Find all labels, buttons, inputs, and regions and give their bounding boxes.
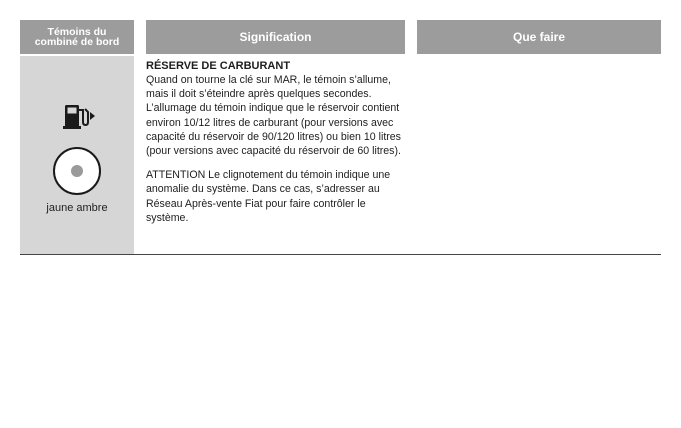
fuel-pump-icon — [62, 103, 96, 129]
indicator-cell — [20, 56, 134, 254]
header-what-to-do: Que faire — [417, 20, 661, 54]
table-row — [20, 56, 661, 254]
attention-paragraph: ATTENTION Le clignotement du témoin indique une anomalie du système. Dans ce cas, s’adresser au Réseau Après-vente Fiat pour faire contrôler le système. — [146, 169, 391, 224]
meaning-cell — [146, 60, 408, 225]
table-bottom-rule — [20, 254, 661, 255]
table-header — [20, 20, 661, 56]
header-indicators-line1: Témoins du — [47, 26, 107, 38]
lamp-color-label: jaune ambre — [46, 202, 108, 214]
warning-lamp-icon — [52, 146, 102, 196]
warning-light-table — [20, 20, 661, 224]
meaning-paragraph: Quand on tourne la clé sur MAR, le témoin s’allume, mais il doit s’éteindre après quelques secondes. L’allumage du témoin indique que le réservoir contient environ 10/12 litres de carburant (pour versions avec capacité du réservoir de 90/120 litres) ou bien 10 litres (pour versions avec capacité du réservoir de 60 litres). — [146, 74, 401, 158]
header-indicators — [20, 20, 134, 54]
header-meaning: Signification — [146, 20, 405, 54]
header-indicators-line2: combiné de bord — [34, 36, 120, 48]
warning-title: RÉSERVE DE CARBURANT — [146, 60, 291, 72]
